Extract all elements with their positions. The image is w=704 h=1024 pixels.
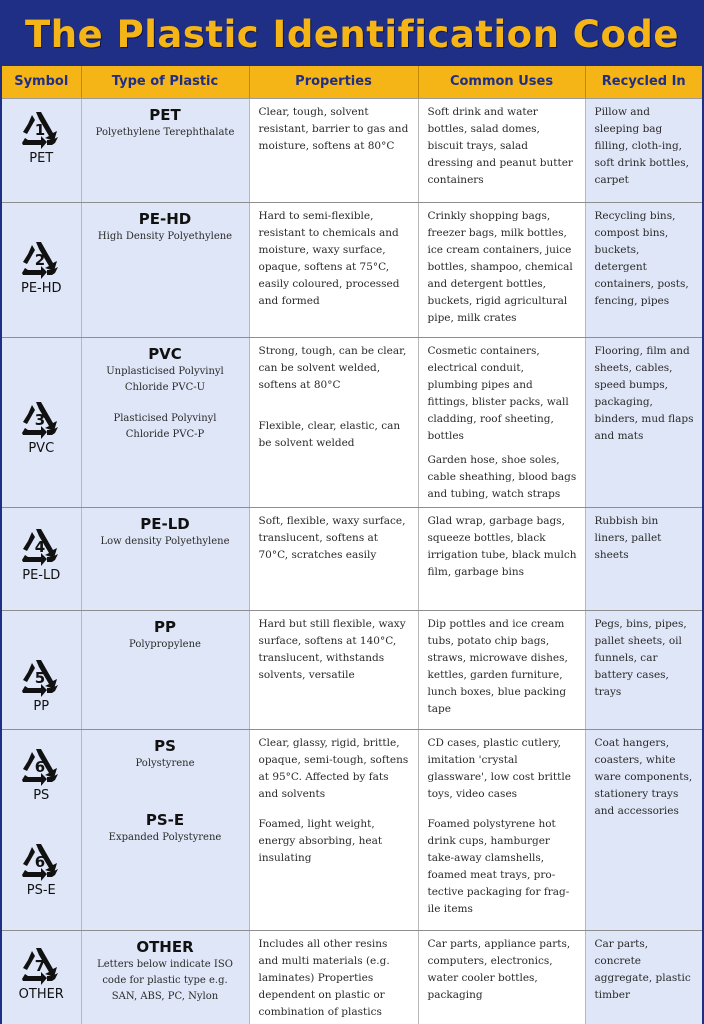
recycle-code-7-icon (19, 943, 63, 985)
symbol-cell (2, 930, 81, 1024)
header-symbol: Symbol (2, 66, 81, 98)
header-recycled: Recycled In (585, 66, 702, 98)
header-row (2, 66, 702, 98)
uses-cell: Glad wrap, garbage bags, squeeze bottles, black irrigation tube, black mulch film, garbage bins (418, 507, 585, 610)
symbol-cell (2, 729, 81, 930)
svg-text:3: 3 (35, 410, 46, 429)
header-uses: Common Uses (418, 66, 585, 98)
recycled-cell: Coat hangers, coasters, white ware components, stationery trays and accessories (585, 729, 702, 930)
properties-cell: Clear, tough, solvent resistant, barrier to gas and moisture, softens at 80°C (249, 98, 418, 202)
recycled-cell: Rubbish bin liners, pallet sheets (585, 507, 702, 610)
type-cell (81, 507, 249, 610)
properties-cell: Soft, flexible, waxy surface, translucent, softens at 70°C, scratches easily (249, 507, 418, 610)
table-row (2, 202, 702, 337)
uses-cell (418, 337, 585, 507)
table-row (2, 729, 702, 930)
recycled-cell: Car parts, concrete aggregate, plastic timber (585, 930, 702, 1024)
properties-cell (249, 729, 418, 930)
plastic-name: PS-E (145, 810, 185, 829)
svg-text:7: 7 (35, 956, 46, 975)
properties-text: Strong, tough, can be clear, can be solvent welded, softens at 80°C (258, 344, 407, 391)
plastic-full-name: Unplasticised Polyvinyl Chloride PVC-U (106, 365, 224, 393)
table-row (2, 610, 702, 729)
svg-text:6: 6 (35, 852, 46, 871)
properties-cell (249, 337, 418, 507)
recycle-code-5-icon (19, 655, 63, 697)
plastic-full-name: Low density Polyethylene (100, 535, 230, 547)
uses-cell: Car parts, appliance parts, computers, electronics, water cooler bottles, packaging (418, 930, 585, 1024)
symbol-cell (2, 337, 81, 507)
symbol-cell (2, 610, 81, 729)
svg-text:1: 1 (35, 120, 46, 139)
plastic-full-name: High Density Polyethylene (97, 230, 233, 242)
svg-text:5: 5 (35, 668, 46, 687)
table-row (2, 930, 702, 1024)
symbol-cell (2, 202, 81, 337)
recycled-cell: Flooring, film and sheets, cables, speed bumps, packaging, binders, mud flaps and mats (585, 337, 702, 507)
symbol-abbr: PP (33, 698, 50, 714)
uses-cell: Soft drink and water bottles, salad domes, biscuit trays, salad dressing and peanut butter containers (418, 98, 585, 202)
table-row (2, 98, 702, 202)
symbol-abbr: PE-LD (22, 567, 61, 583)
plastic-full-name: Polypropylene (129, 638, 201, 650)
recycled-cell: Pillow and sleeping bag filling, cloth-ing, soft drink bottles, carpet (585, 98, 702, 202)
plastic-name: OTHER (136, 937, 194, 956)
type-cell (81, 729, 249, 930)
properties-text: Flexible, clear, elastic, can be solvent welded (258, 419, 401, 449)
symbol-abbr: PE-HD (20, 280, 62, 296)
recycle-code-6-icon (19, 839, 63, 881)
recycle-code-6-icon (19, 744, 63, 786)
header-type: Type of Plastic (81, 66, 249, 98)
type-cell (81, 930, 249, 1024)
uses-text: CD cases, plastic cutlery, imitation 'crystal glassware', low cost brittle toys, video cases (427, 736, 571, 800)
uses-text: Cosmetic containers, electrical conduit, plumbing pipes and fittings, blister packs, wall cladding, roof sheeting, bottles (427, 344, 569, 442)
uses-cell (418, 729, 585, 930)
type-cell (81, 98, 249, 202)
type-cell (81, 337, 249, 507)
symbol-abbr: PET (29, 150, 54, 166)
symbol-cell (2, 507, 81, 610)
symbol-abbr: PS-E (26, 882, 56, 898)
svg-text:6: 6 (35, 757, 46, 776)
symbol-abbr: PS (33, 787, 50, 803)
recycled-cell: Recycling bins, compost bins, buckets, detergent containers, posts, fencing, pipes (585, 202, 702, 337)
plastic-full-name: Plasticised Polyvinyl Chloride PVC-P (113, 412, 217, 440)
recycle-code-1-icon (19, 107, 63, 149)
recycle-code-3-icon (19, 397, 63, 439)
recycle-code-2-icon (19, 237, 63, 279)
symbol-abbr: OTHER (18, 986, 64, 1002)
table-row (2, 507, 702, 610)
symbol-cell (2, 98, 81, 202)
svg-text:4: 4 (35, 537, 46, 556)
plastic-full-name: Polystyrene (135, 757, 195, 769)
plastic-name: PS (154, 736, 176, 755)
plastic-full-name: Letters below indicate ISO code for plastic type e.g. SAN, ABS, PC, Nylon (97, 958, 233, 1002)
uses-text: Foamed polystyrene hot drink cups, hamburger take-away clamshells, foamed meat trays, pro-tective packaging for frag-ile items (427, 817, 570, 915)
title-banner (2, 2, 702, 66)
symbol-abbr: PVC (28, 440, 55, 456)
plastic-name: PP (154, 617, 176, 636)
properties-cell: Hard but still flexible, waxy surface, softens at 140°C, translucent, withstands solvents, versatile (249, 610, 418, 729)
header-properties: Properties (249, 66, 418, 98)
properties-cell: Hard to semi-flexible, resistant to chemicals and moisture, waxy surface, opaque, softens at 75°C, easily coloured, processed and formed (249, 202, 418, 337)
plastic-name: PET (149, 105, 181, 124)
properties-cell: Includes all other resins and multi materials (e.g. laminates) Properties dependent on plastic or combination of plastics (249, 930, 418, 1024)
recycled-cell: Pegs, bins, pipes, pallet sheets, oil funnels, car battery cases, trays (585, 610, 702, 729)
plastic-name: PVC (148, 344, 182, 363)
table-row (2, 337, 702, 507)
svg-text:2: 2 (35, 250, 46, 269)
uses-text: Garden hose, shoe soles, cable sheathing, blood bags and tubing, watch straps (427, 453, 577, 500)
uses-cell: Dip pottles and ice cream tubs, potato chip bags, straws, microwave dishes, kettles, garden furniture, lunch boxes, blue packing tape (418, 610, 585, 729)
page-title: The Plastic Identification Code (25, 12, 679, 56)
type-cell (81, 610, 249, 729)
plastic-full-name: Expanded Polystyrene (108, 831, 222, 843)
recycle-code-4-icon (19, 524, 63, 566)
properties-text: Clear, glassy, rigid, brittle, opaque, semi-tough, softens at 95°C. Affected by fats and solvents (258, 736, 409, 800)
plastic-name: PE-LD (140, 514, 190, 533)
plastic-code-table (2, 66, 702, 1024)
plastic-name: PE-HD (138, 209, 192, 228)
uses-cell: Crinkly shopping bags, freezer bags, milk bottles, ice cream containers, juice bottles, shampoo, chemical and detergent bottles, buckets, rigid agricultural pipe, milk crates (418, 202, 585, 337)
plastic-full-name: Polyethylene Terephthalate (95, 126, 235, 138)
properties-text: Foamed, light weight, energy absorbing, heat insulating (258, 817, 383, 864)
type-cell (81, 202, 249, 337)
